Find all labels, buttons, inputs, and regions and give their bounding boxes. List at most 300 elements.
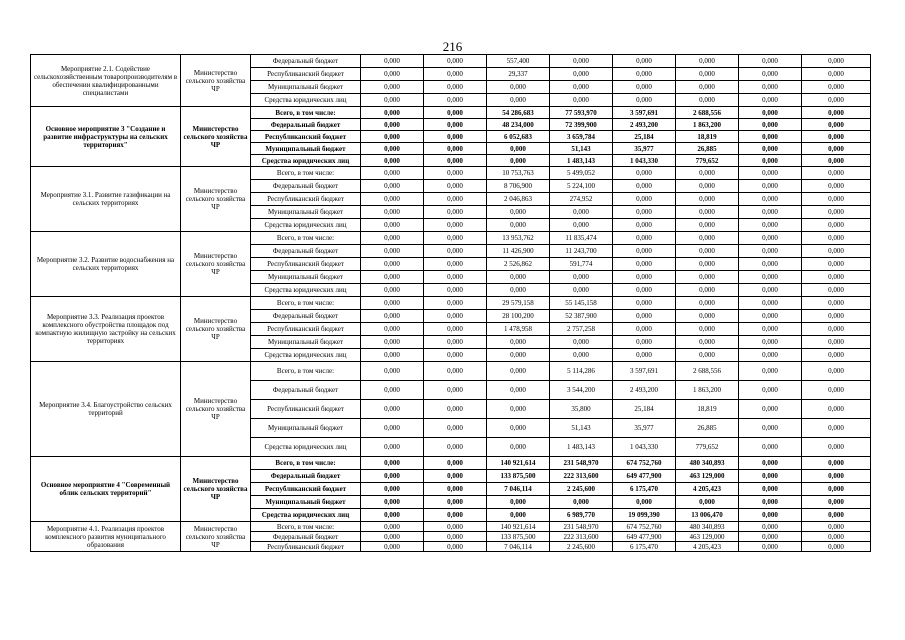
amount-cell: 0,000 xyxy=(739,68,802,81)
amount-cell: 0,000 xyxy=(676,167,739,180)
amount-cell: 0,000 xyxy=(739,419,802,438)
amount-cell: 0,000 xyxy=(739,258,802,271)
amount-cell: 18,819 xyxy=(676,131,739,143)
amount-cell: 0,000 xyxy=(613,55,676,68)
amount-cell: 2 757,258 xyxy=(550,323,613,336)
amount-cell: 2 688,556 xyxy=(676,362,739,381)
amount-cell: 0,000 xyxy=(613,81,676,94)
amount-cell: 0,000 xyxy=(613,271,676,284)
amount-cell: 0,000 xyxy=(361,284,424,297)
measure-name: Мероприятие 4.1. Реализация проектов комплексного развития муниципального образования xyxy=(31,522,181,552)
amount-cell: 0,000 xyxy=(424,419,487,438)
amount-cell: 463 129,000 xyxy=(676,532,739,542)
amount-cell: 0,000 xyxy=(361,155,424,167)
amount-cell: 0,000 xyxy=(361,483,424,496)
amount-cell: 51,143 xyxy=(550,143,613,155)
funding-source: Всего, в том числе: xyxy=(251,522,361,532)
amount-cell: 52 387,900 xyxy=(550,310,613,323)
amount-cell: 0,000 xyxy=(487,362,550,381)
amount-cell: 133 875,500 xyxy=(487,532,550,542)
amount-cell: 0,000 xyxy=(613,180,676,193)
amount-cell: 0,000 xyxy=(424,143,487,155)
amount-cell: 0,000 xyxy=(802,542,871,552)
funding-source: Республиканский бюджет xyxy=(251,542,361,552)
amount-cell: 25,184 xyxy=(613,131,676,143)
amount-cell: 11 426,900 xyxy=(487,245,550,258)
amount-cell: 35,977 xyxy=(613,419,676,438)
amount-cell: 0,000 xyxy=(613,219,676,232)
amount-cell: 0,000 xyxy=(613,336,676,349)
responsible-executor: Министерство сельского хозяйства ЧР xyxy=(181,457,251,522)
funding-source: Средства юридических лиц xyxy=(251,284,361,297)
amount-cell: 0,000 xyxy=(802,438,871,457)
amount-cell: 779,652 xyxy=(676,155,739,167)
amount-cell: 0,000 xyxy=(361,457,424,470)
funding-source: Республиканский бюджет xyxy=(251,400,361,419)
amount-cell: 0,000 xyxy=(550,349,613,362)
amount-cell: 5 224,100 xyxy=(550,180,613,193)
amount-cell: 13 953,762 xyxy=(487,232,550,245)
table-row xyxy=(31,232,871,245)
amount-cell: 25,184 xyxy=(613,400,676,419)
amount-cell: 0,000 xyxy=(361,310,424,323)
funding-source: Всего, в том числе: xyxy=(251,297,361,310)
funding-source: Муниципальный бюджет xyxy=(251,419,361,438)
funding-source: Республиканский бюджет xyxy=(251,483,361,496)
amount-cell: 0,000 xyxy=(802,381,871,400)
amount-cell: 3 544,200 xyxy=(550,381,613,400)
amount-cell: 6 989,770 xyxy=(550,509,613,522)
amount-cell: 0,000 xyxy=(613,284,676,297)
amount-cell: 2 688,556 xyxy=(676,107,739,119)
amount-cell: 1 863,200 xyxy=(676,381,739,400)
amount-cell: 0,000 xyxy=(424,496,487,509)
amount-cell: 0,000 xyxy=(739,94,802,107)
amount-cell: 0,000 xyxy=(424,219,487,232)
funding-source: Муниципальный бюджет xyxy=(251,81,361,94)
amount-cell: 0,000 xyxy=(487,155,550,167)
funding-source: Федеральный бюджет xyxy=(251,310,361,323)
amount-cell: 0,000 xyxy=(361,81,424,94)
amount-cell: 0,000 xyxy=(802,522,871,532)
amount-cell: 0,000 xyxy=(487,284,550,297)
amount-cell: 77 593,970 xyxy=(550,107,613,119)
amount-cell: 0,000 xyxy=(739,349,802,362)
amount-cell: 48 234,000 xyxy=(487,119,550,131)
amount-cell: 0,000 xyxy=(361,119,424,131)
amount-cell: 0,000 xyxy=(739,131,802,143)
amount-cell: 0,000 xyxy=(424,297,487,310)
amount-cell: 2 245,600 xyxy=(550,483,613,496)
amount-cell: 0,000 xyxy=(739,143,802,155)
amount-cell: 0,000 xyxy=(802,336,871,349)
amount-cell: 0,000 xyxy=(361,180,424,193)
amount-cell: 18,819 xyxy=(676,400,739,419)
amount-cell: 0,000 xyxy=(739,509,802,522)
amount-cell: 0,000 xyxy=(487,94,550,107)
amount-cell: 0,000 xyxy=(361,143,424,155)
funding-source: Республиканский бюджет xyxy=(251,193,361,206)
amount-cell: 0,000 xyxy=(739,438,802,457)
amount-cell: 222 313,600 xyxy=(550,532,613,542)
amount-cell: 0,000 xyxy=(802,155,871,167)
amount-cell: 0,000 xyxy=(424,167,487,180)
amount-cell: 0,000 xyxy=(676,349,739,362)
amount-cell: 0,000 xyxy=(487,143,550,155)
amount-cell: 0,000 xyxy=(550,81,613,94)
amount-cell: 0,000 xyxy=(424,232,487,245)
amount-cell: 0,000 xyxy=(676,94,739,107)
funding-source: Всего, в том числе: xyxy=(251,232,361,245)
amount-cell: 0,000 xyxy=(361,206,424,219)
amount-cell: 0,000 xyxy=(739,400,802,419)
amount-cell: 0,000 xyxy=(361,400,424,419)
amount-cell: 0,000 xyxy=(739,206,802,219)
amount-cell: 0,000 xyxy=(487,400,550,419)
amount-cell: 3 597,691 xyxy=(613,107,676,119)
amount-cell: 0,000 xyxy=(424,483,487,496)
amount-cell: 0,000 xyxy=(361,245,424,258)
amount-cell: 463 129,000 xyxy=(676,470,739,483)
amount-cell: 0,000 xyxy=(361,167,424,180)
amount-cell: 0,000 xyxy=(739,193,802,206)
amount-cell: 0,000 xyxy=(487,381,550,400)
amount-cell: 1 483,143 xyxy=(550,438,613,457)
responsible-executor: Министерство сельского хозяйства ЧР xyxy=(181,362,251,457)
amount-cell: 231 548,970 xyxy=(550,457,613,470)
amount-cell: 0,000 xyxy=(613,310,676,323)
amount-cell: 0,000 xyxy=(802,400,871,419)
amount-cell: 0,000 xyxy=(424,55,487,68)
amount-cell: 0,000 xyxy=(361,131,424,143)
amount-cell: 0,000 xyxy=(802,509,871,522)
amount-cell: 0,000 xyxy=(424,522,487,532)
amount-cell: 0,000 xyxy=(739,310,802,323)
amount-cell: 0,000 xyxy=(739,470,802,483)
amount-cell: 0,000 xyxy=(676,206,739,219)
amount-cell: 0,000 xyxy=(739,381,802,400)
amount-cell: 0,000 xyxy=(361,438,424,457)
amount-cell: 0,000 xyxy=(739,180,802,193)
funding-source: Муниципальный бюджет xyxy=(251,336,361,349)
responsible-executor: Министерство сельского хозяйства ЧР xyxy=(181,232,251,297)
amount-cell: 0,000 xyxy=(802,419,871,438)
amount-cell: 28 100,200 xyxy=(487,310,550,323)
amount-cell: 0,000 xyxy=(361,271,424,284)
amount-cell: 0,000 xyxy=(361,94,424,107)
amount-cell: 0,000 xyxy=(802,532,871,542)
amount-cell: 0,000 xyxy=(802,323,871,336)
amount-cell: 0,000 xyxy=(424,336,487,349)
amount-cell: 0,000 xyxy=(424,68,487,81)
amount-cell: 140 921,614 xyxy=(487,522,550,532)
amount-cell: 0,000 xyxy=(676,336,739,349)
amount-cell: 1 043,330 xyxy=(613,155,676,167)
amount-cell: 7 046,114 xyxy=(487,542,550,552)
amount-cell: 0,000 xyxy=(739,297,802,310)
amount-cell: 0,000 xyxy=(802,81,871,94)
amount-cell: 0,000 xyxy=(739,219,802,232)
amount-cell: 0,000 xyxy=(802,193,871,206)
amount-cell: 0,000 xyxy=(487,419,550,438)
amount-cell: 1 478,958 xyxy=(487,323,550,336)
amount-cell: 0,000 xyxy=(676,55,739,68)
amount-cell: 0,000 xyxy=(424,245,487,258)
amount-cell: 5 499,052 xyxy=(550,167,613,180)
amount-cell: 0,000 xyxy=(739,55,802,68)
amount-cell: 0,000 xyxy=(424,180,487,193)
amount-cell: 0,000 xyxy=(739,496,802,509)
funding-source: Муниципальный бюджет xyxy=(251,271,361,284)
amount-cell: 0,000 xyxy=(487,206,550,219)
amount-cell: 0,000 xyxy=(613,496,676,509)
funding-source: Федеральный бюджет xyxy=(251,470,361,483)
amount-cell: 0,000 xyxy=(739,532,802,542)
amount-cell: 0,000 xyxy=(424,400,487,419)
table-row xyxy=(31,522,871,532)
amount-cell: 0,000 xyxy=(550,271,613,284)
amount-cell: 0,000 xyxy=(676,219,739,232)
amount-cell: 0,000 xyxy=(802,180,871,193)
amount-cell: 3 597,691 xyxy=(613,362,676,381)
amount-cell: 0,000 xyxy=(487,496,550,509)
amount-cell: 0,000 xyxy=(361,258,424,271)
amount-cell: 0,000 xyxy=(487,219,550,232)
amount-cell: 0,000 xyxy=(802,470,871,483)
amount-cell: 0,000 xyxy=(424,81,487,94)
amount-cell: 7 046,114 xyxy=(487,483,550,496)
amount-cell: 0,000 xyxy=(676,310,739,323)
amount-cell: 0,000 xyxy=(424,542,487,552)
amount-cell: 0,000 xyxy=(424,438,487,457)
amount-cell: 0,000 xyxy=(424,323,487,336)
amount-cell: 10 753,763 xyxy=(487,167,550,180)
amount-cell: 0,000 xyxy=(361,362,424,381)
responsible-executor: Министерство сельского хозяйства ЧР xyxy=(181,55,251,107)
amount-cell: 0,000 xyxy=(676,245,739,258)
amount-cell: 0,000 xyxy=(613,232,676,245)
amount-cell: 0,000 xyxy=(361,232,424,245)
funding-source: Федеральный бюджет xyxy=(251,119,361,131)
amount-cell: 0,000 xyxy=(739,271,802,284)
amount-cell: 274,952 xyxy=(550,193,613,206)
amount-cell: 8 706,900 xyxy=(487,180,550,193)
amount-cell: 674 752,760 xyxy=(613,457,676,470)
amount-cell: 0,000 xyxy=(424,119,487,131)
measure-name: Основное мероприятие 3 "Создание и развитие инфраструктуры на сельских территориях" xyxy=(31,107,181,167)
funding-source: Муниципальный бюджет xyxy=(251,206,361,219)
amount-cell: 51,143 xyxy=(550,419,613,438)
amount-cell: 0,000 xyxy=(424,349,487,362)
amount-cell: 35,800 xyxy=(550,400,613,419)
amount-cell: 0,000 xyxy=(739,323,802,336)
amount-cell: 480 340,893 xyxy=(676,457,739,470)
funding-source: Средства юридических лиц xyxy=(251,509,361,522)
funding-source: Средства юридических лиц xyxy=(251,94,361,107)
amount-cell: 0,000 xyxy=(550,284,613,297)
amount-cell: 0,000 xyxy=(676,232,739,245)
amount-cell: 0,000 xyxy=(739,457,802,470)
amount-cell: 0,000 xyxy=(739,336,802,349)
amount-cell: 140 921,614 xyxy=(487,457,550,470)
amount-cell: 4 205,423 xyxy=(676,542,739,552)
amount-cell: 0,000 xyxy=(361,107,424,119)
amount-cell: 0,000 xyxy=(802,496,871,509)
amount-cell: 0,000 xyxy=(739,483,802,496)
amount-cell: 557,400 xyxy=(487,55,550,68)
amount-cell: 0,000 xyxy=(424,310,487,323)
amount-cell: 0,000 xyxy=(550,336,613,349)
amount-cell: 2 493,200 xyxy=(613,381,676,400)
amount-cell: 0,000 xyxy=(361,381,424,400)
funding-source: Федеральный бюджет xyxy=(251,180,361,193)
amount-cell: 0,000 xyxy=(487,438,550,457)
amount-cell: 0,000 xyxy=(739,284,802,297)
amount-cell: 0,000 xyxy=(613,297,676,310)
amount-cell: 649 477,900 xyxy=(613,532,676,542)
amount-cell: 0,000 xyxy=(613,94,676,107)
measure-name: Мероприятие 3.4. Благоустройство сельских территорий xyxy=(31,362,181,457)
amount-cell: 72 399,900 xyxy=(550,119,613,131)
amount-cell: 0,000 xyxy=(361,532,424,542)
amount-cell: 649 477,900 xyxy=(613,470,676,483)
amount-cell: 0,000 xyxy=(802,68,871,81)
responsible-executor: Министерство сельского хозяйства ЧР xyxy=(181,297,251,362)
funding-source: Республиканский бюджет xyxy=(251,131,361,143)
amount-cell: 0,000 xyxy=(361,219,424,232)
amount-cell: 0,000 xyxy=(802,94,871,107)
amount-cell: 0,000 xyxy=(424,206,487,219)
amount-cell: 0,000 xyxy=(613,349,676,362)
amount-cell: 0,000 xyxy=(802,362,871,381)
funding-source: Средства юридических лиц xyxy=(251,155,361,167)
amount-cell: 133 875,500 xyxy=(487,470,550,483)
funding-source: Муниципальный бюджет xyxy=(251,496,361,509)
amount-cell: 6 052,683 xyxy=(487,131,550,143)
funding-source: Всего, в том числе: xyxy=(251,362,361,381)
amount-cell: 11 243,700 xyxy=(550,245,613,258)
table-row xyxy=(31,107,871,119)
measure-name: Основное мероприятие 4 "Современный облик сельских территорий" xyxy=(31,457,181,522)
amount-cell: 6 175,470 xyxy=(613,483,676,496)
amount-cell: 0,000 xyxy=(802,245,871,258)
amount-cell: 0,000 xyxy=(424,532,487,542)
amount-cell: 0,000 xyxy=(676,271,739,284)
amount-cell: 0,000 xyxy=(676,180,739,193)
amount-cell: 0,000 xyxy=(739,522,802,532)
amount-cell: 0,000 xyxy=(424,457,487,470)
amount-cell: 35,977 xyxy=(613,143,676,155)
amount-cell: 0,000 xyxy=(361,336,424,349)
funding-source: Средства юридических лиц xyxy=(251,349,361,362)
amount-cell: 2 245,600 xyxy=(550,542,613,552)
amount-cell: 674 752,760 xyxy=(613,522,676,532)
amount-cell: 0,000 xyxy=(676,193,739,206)
amount-cell: 0,000 xyxy=(361,297,424,310)
amount-cell: 0,000 xyxy=(424,258,487,271)
amount-cell: 0,000 xyxy=(361,349,424,362)
amount-cell: 0,000 xyxy=(424,155,487,167)
amount-cell: 0,000 xyxy=(739,155,802,167)
amount-cell: 0,000 xyxy=(676,68,739,81)
amount-cell: 0,000 xyxy=(739,232,802,245)
amount-cell: 0,000 xyxy=(550,55,613,68)
amount-cell: 0,000 xyxy=(361,419,424,438)
amount-cell: 0,000 xyxy=(802,55,871,68)
amount-cell: 0,000 xyxy=(802,167,871,180)
amount-cell: 2 493,200 xyxy=(613,119,676,131)
amount-cell: 26,885 xyxy=(676,419,739,438)
amount-cell: 0,000 xyxy=(613,193,676,206)
measure-name: Мероприятие 3.1. Развитие газификации на сельских территориях xyxy=(31,167,181,232)
amount-cell: 0,000 xyxy=(361,470,424,483)
amount-cell: 0,000 xyxy=(802,258,871,271)
amount-cell: 0,000 xyxy=(424,131,487,143)
table-row xyxy=(31,167,871,180)
amount-cell: 11 835,474 xyxy=(550,232,613,245)
amount-cell: 0,000 xyxy=(802,143,871,155)
amount-cell: 2 046,863 xyxy=(487,193,550,206)
measure-name: Мероприятие 2.1. Содействие сельскохозяйственным товаропроизводителям в обеспечении квалифицированными специалистами xyxy=(31,55,181,107)
funding-source: Всего, в том числе: xyxy=(251,457,361,470)
funding-source: Средства юридических лиц xyxy=(251,219,361,232)
amount-cell: 0,000 xyxy=(802,271,871,284)
amount-cell: 0,000 xyxy=(487,509,550,522)
amount-cell: 0,000 xyxy=(424,284,487,297)
amount-cell: 0,000 xyxy=(550,219,613,232)
amount-cell: 0,000 xyxy=(361,323,424,336)
amount-cell: 0,000 xyxy=(613,68,676,81)
amount-cell: 0,000 xyxy=(613,323,676,336)
amount-cell: 0,000 xyxy=(613,167,676,180)
amount-cell: 1 043,330 xyxy=(613,438,676,457)
amount-cell: 0,000 xyxy=(550,206,613,219)
funding-source: Республиканский бюджет xyxy=(251,68,361,81)
amount-cell: 4 205,423 xyxy=(676,483,739,496)
page-number: 216 xyxy=(442,39,463,54)
funding-source: Федеральный бюджет xyxy=(251,55,361,68)
measure-name: Мероприятие 3.3. Реализация проектов комплексного обустройства площадок под компактную жилищную застройку на сельских территориях xyxy=(31,297,181,362)
funding-source: Федеральный бюджет xyxy=(251,245,361,258)
amount-cell: 0,000 xyxy=(739,362,802,381)
amount-cell: 6 175,470 xyxy=(613,542,676,552)
amount-cell: 0,000 xyxy=(361,193,424,206)
table-row xyxy=(31,362,871,381)
amount-cell: 0,000 xyxy=(802,131,871,143)
amount-cell: 0,000 xyxy=(802,310,871,323)
amount-cell: 0,000 xyxy=(739,167,802,180)
amount-cell: 0,000 xyxy=(424,94,487,107)
amount-cell: 1 483,143 xyxy=(550,155,613,167)
amount-cell: 0,000 xyxy=(676,284,739,297)
amount-cell: 0,000 xyxy=(487,81,550,94)
amount-cell: 0,000 xyxy=(739,245,802,258)
amount-cell: 0,000 xyxy=(424,271,487,284)
table-row xyxy=(31,457,871,470)
funding-source: Всего, в том числе: xyxy=(251,167,361,180)
amount-cell: 5 114,286 xyxy=(550,362,613,381)
budget-table xyxy=(30,54,871,552)
amount-cell: 231 548,970 xyxy=(550,522,613,532)
amount-cell: 0,000 xyxy=(361,68,424,81)
amount-cell: 0,000 xyxy=(739,81,802,94)
funding-source: Всего, в том числе: xyxy=(251,107,361,119)
amount-cell: 19 099,390 xyxy=(613,509,676,522)
amount-cell: 29 579,158 xyxy=(487,297,550,310)
funding-source: Муниципальный бюджет xyxy=(251,143,361,155)
table-row xyxy=(31,55,871,68)
amount-cell: 480 340,893 xyxy=(676,522,739,532)
